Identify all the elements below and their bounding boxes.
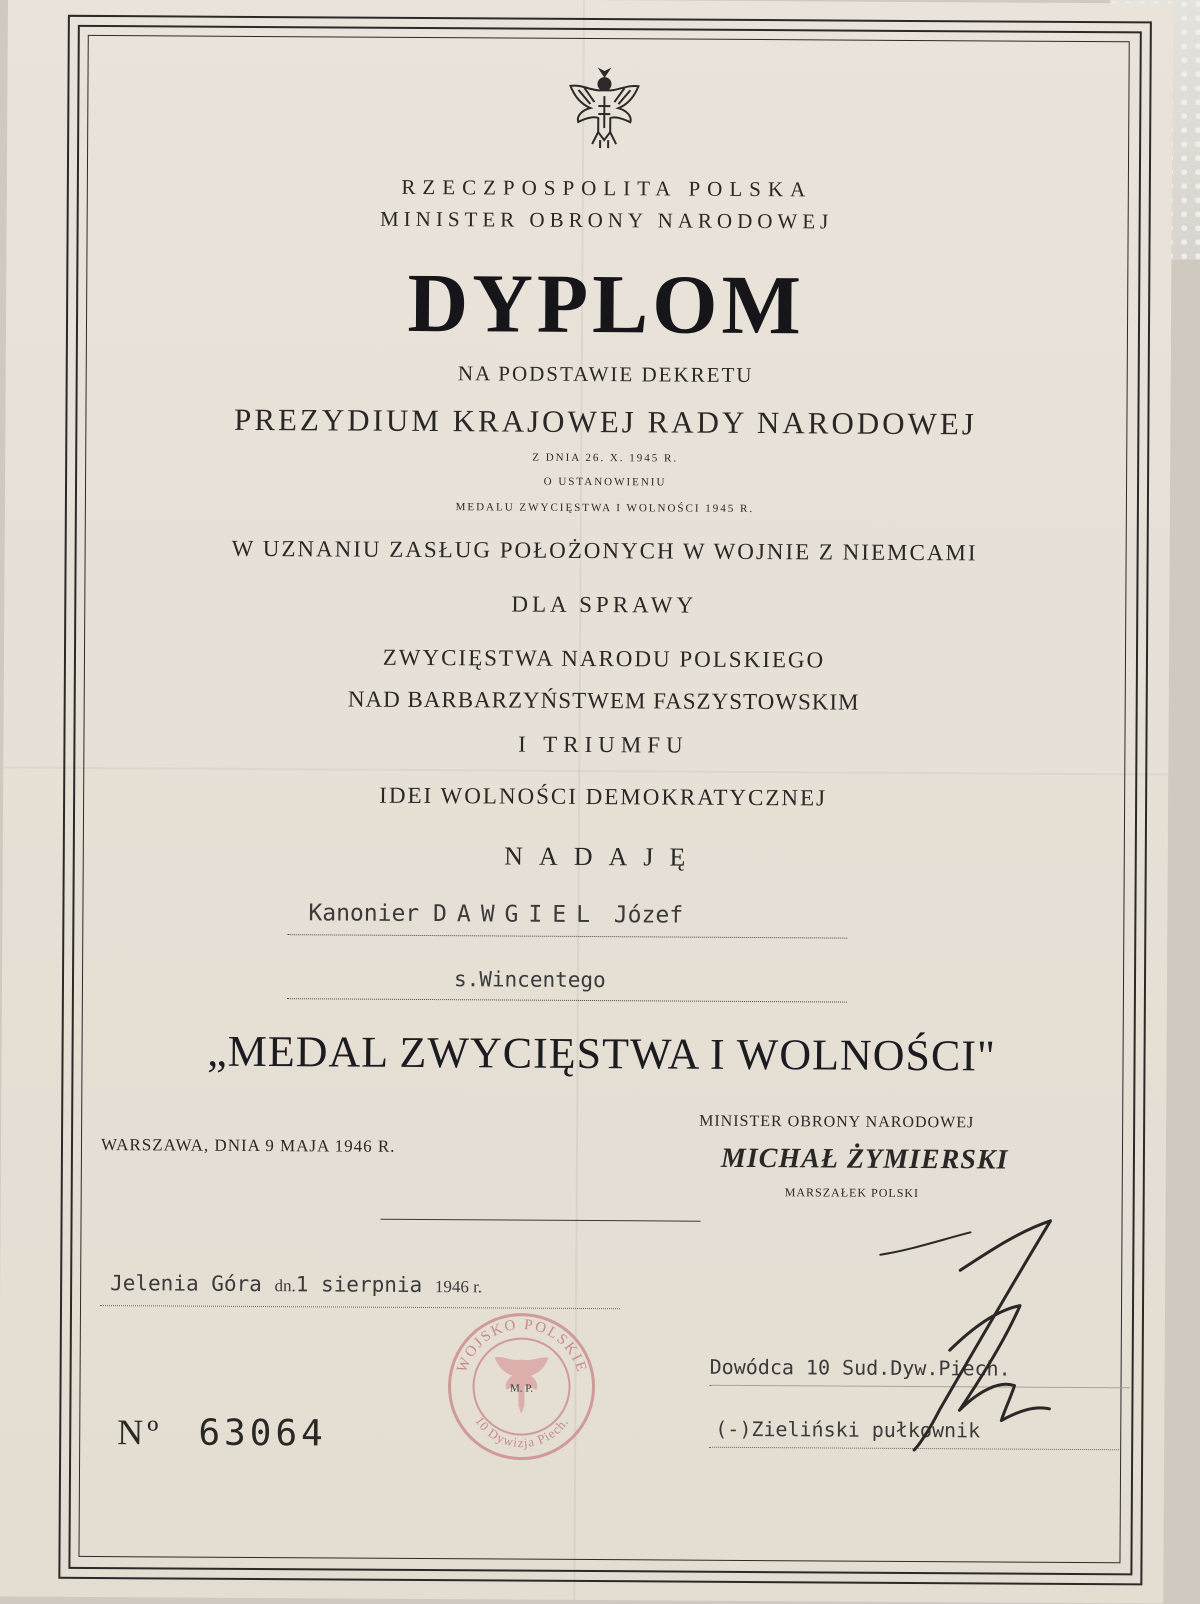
text-decree: NA PODSTAWIE DEKRETU — [457, 361, 754, 388]
medal-name: „MEDAL ZWYCIĘSTWA I WOLNOŚCI" — [207, 1026, 997, 1081]
local-issue-date — [110, 1271, 482, 1297]
text-over-fascism: NAD BARBARZYŃSTWEM FASZYSTOWSKIM — [347, 686, 860, 715]
stamp-center-text: M. P. — [510, 1382, 534, 1395]
recipient-firstname: Józef — [613, 902, 684, 929]
minister-title: MINISTER OBRONY NARODOWEJ — [699, 1112, 975, 1132]
handwritten-signature — [819, 1209, 1121, 1461]
minister-name: MICHAŁ ŻYMIERSKI — [720, 1142, 1009, 1176]
text-decree-date: Z DNIA 26. X. 1945 R. — [532, 451, 679, 465]
divider-line — [381, 1219, 701, 1222]
local-place: Jelenia Góra — [110, 1271, 262, 1297]
official-stamp — [444, 1309, 600, 1465]
svg-text:10 Dywizja Piech. — [472, 1414, 572, 1451]
number-label: Nº — [117, 1412, 163, 1453]
diploma-number — [117, 1411, 327, 1454]
commander-line: Dowódca 10 Sud.Dyw.Piech. — [709, 1354, 1011, 1381]
text-merits: W UZNANIU ZASŁUG POŁOŻONYCH W WOJNIE Z NIEMCAMI — [231, 535, 978, 566]
text-victory: ZWYCIĘSTWA NARODU POLSKIEGO — [382, 644, 826, 673]
recipient-father: s.Wincentego — [453, 967, 606, 993]
local-day: 1 sierpnia — [295, 1272, 423, 1297]
place-date: WARSZAWA, DNIA 9 MAJA 1946 R. — [100, 1135, 396, 1156]
recipient-rank: Kanonier — [308, 900, 420, 927]
colonel-line: (-)Zieliński pułkownik — [715, 1416, 981, 1443]
diploma-content — [78, 35, 1127, 1561]
text-idea: IDEI WOLNOŚCI DEMOKRATYCZNEJ — [379, 782, 828, 811]
text-triumph: I TRIUMFU — [518, 731, 689, 758]
local-year: 1946 r. — [434, 1277, 483, 1297]
text-establishment: O USTANOWIENIU — [543, 475, 667, 489]
text-grants: NADAJĘ — [504, 841, 702, 872]
header-ministry: MINISTER OBRONY NARODOWEJ — [379, 206, 834, 234]
text-medal-small: MEDALU ZWYCIĘSTWA I WOLNOŚCI 1945 R. — [455, 501, 755, 516]
local-date-line — [100, 1305, 620, 1309]
stamp-bottom-text: 10 Dywizja Piech. — [472, 1413, 572, 1451]
number-value: 63064 — [198, 1412, 327, 1455]
local-dn: dn. — [274, 1276, 296, 1296]
polish-eagle-emblem — [564, 66, 645, 152]
text-presidium: PREZYDIUM KRAJOWEJ RADY NARODOWEJ — [233, 401, 977, 442]
diploma-title: DYPLOM — [407, 256, 806, 353]
minister-rank: MARSZAŁEK POLSKI — [784, 1185, 920, 1201]
recipient-surname: DAWGIEL — [432, 901, 601, 929]
header-republic: RZECZPOSPOLITA POLSKA — [401, 174, 813, 202]
text-cause: DLA SPRAWY — [511, 591, 698, 618]
stamp-top-text: WOJSKO POLSKIE — [454, 1316, 590, 1376]
recipient-name — [308, 900, 683, 928]
